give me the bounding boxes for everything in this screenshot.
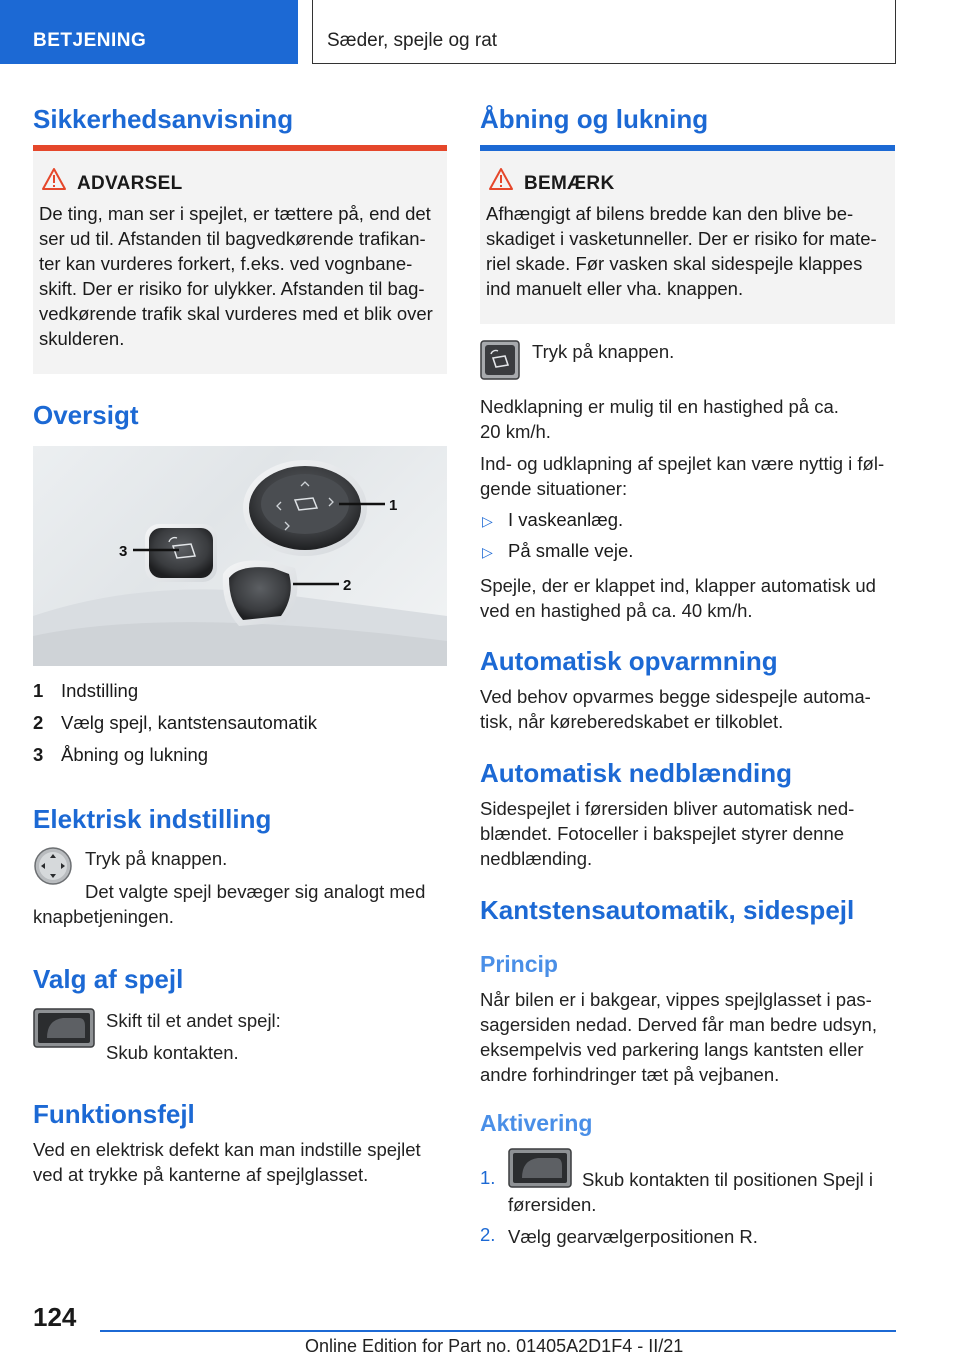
mirror-controls-illustration — [33, 446, 447, 666]
warning-line: skift. Der er risiko for ulykker. Afstanden til bag- — [39, 278, 425, 299]
heating-heading: Automatisk opvarmning — [480, 646, 778, 676]
note-line: skadiget i vasketunneller. Der er risiko for mate- — [486, 228, 877, 249]
fold-heading: Åbning og lukning — [480, 104, 709, 134]
step-1-text-b: førersiden. — [508, 1194, 597, 1215]
header-section-tab — [0, 0, 298, 64]
legend-text: Åbning og lukning — [61, 744, 209, 765]
dimming-text-1: Sidespejlet i førersiden bliver automatisk ned- — [480, 798, 855, 819]
step-number: 1. — [480, 1167, 496, 1188]
step-number: 2. — [480, 1224, 496, 1245]
warning-line: skulderen. — [39, 328, 125, 349]
principle-text-1: Når bilen er i bakgear, vippes spejlglasset i pas- — [480, 989, 872, 1010]
warning-triangle-icon — [41, 167, 67, 191]
principle-text-2: sagersiden nedad. Derved får man bedre udsyn, — [480, 1014, 877, 1035]
warning-bar — [33, 145, 447, 151]
warning-line: vedkørende trafik skal vurderes med et blik over — [39, 303, 433, 324]
select-instruction-1: Skift til et andet spejl: — [106, 1010, 281, 1031]
mirror-select-heading: Valg af spejl — [33, 964, 184, 994]
note-title: BEMÆRK — [524, 173, 615, 194]
note-bar — [480, 145, 895, 151]
footer-rule — [100, 1330, 896, 1332]
fold-text-2a: Ind- og udklapning af spejlet kan være nyttig i føl- — [480, 453, 885, 474]
malfunction-text-2: ved at trykke på kanterne af spejlglasset. — [33, 1164, 369, 1185]
note-line: Afhængigt af bilens bredde kan den blive be- — [486, 203, 854, 224]
mirror-fold-button-icon — [480, 340, 520, 380]
electric-instruction-1: Tryk på knappen. — [85, 848, 228, 869]
legend-text: Vælg spejl, kantstensautomatik — [61, 712, 318, 733]
dimming-text-3: nedblænding. — [480, 848, 593, 869]
legend-number: 3 — [33, 744, 44, 765]
activation-heading: Aktivering — [480, 1110, 593, 1136]
legend-number: 1 — [33, 680, 44, 701]
heating-text-2: tisk, når køreberedskabet er tilkoblet. — [480, 711, 784, 732]
fold-list-item: På smalle veje. — [508, 540, 634, 561]
note-line: riel skade. Før vasken skal sidespejle klappes — [486, 253, 863, 274]
page-number: 124 — [33, 1302, 77, 1332]
principle-text-3: eksempelvis ved parkering langs kantsten eller — [480, 1039, 864, 1060]
warning-line: ser ud til. Afstanden til bagvedkørende trafikan- — [39, 228, 426, 249]
electric-instruction-3: knapbetjeningen. — [33, 906, 174, 927]
overview-heading: Oversigt — [33, 400, 139, 430]
legend-text: Indstilling — [61, 680, 139, 701]
fold-text-3a: Spejle, der er klappet ind, klapper automatisk ud — [480, 575, 876, 596]
figure-callout-1: 1 — [389, 497, 398, 514]
select-instruction-2: Skub kontakten. — [106, 1042, 239, 1063]
warning-title: ADVARSEL — [77, 173, 183, 194]
mirror-controls-figure — [33, 446, 447, 666]
warning-text — [39, 201, 445, 351]
principle-text-4: andre forhindringer tæt på vejbanen. — [480, 1064, 780, 1085]
fold-list-item: I vaskeanlæg. — [508, 509, 624, 530]
step-1-text-a: Skub kontakten til positionen Spejl i — [582, 1169, 874, 1190]
warning-line: De ting, man ser i spejlet, er tættere på, end det — [39, 203, 431, 224]
fold-text-2b: gende situationer: — [480, 478, 628, 499]
curb-heading: Kantstensautomatik, sidespejl — [480, 895, 855, 925]
heating-text-1: Ved behov opvarmes begge sidespejle automa- — [480, 686, 871, 707]
fold-text-1a: Nedklapning er mulig til en hastighed på ca. — [480, 396, 839, 417]
mirror-select-switch-icon — [33, 1008, 95, 1048]
header-section-label: BETJENING — [33, 30, 147, 51]
fold-text-1b: 20 km/h. — [480, 421, 551, 442]
figure-callout-2: 2 — [343, 577, 352, 594]
safety-heading: Sikkerhedsanvisning — [33, 104, 294, 134]
caution-triangle-icon — [488, 167, 514, 191]
header-chapter-tab — [312, 0, 896, 64]
note-text — [486, 201, 892, 301]
legend-number: 2 — [33, 712, 44, 733]
figure-callout-3: 3 — [119, 543, 128, 560]
four-way-adjust-button-icon — [33, 846, 73, 886]
note-box — [480, 145, 895, 324]
mirror-select-switch-icon — [508, 1148, 572, 1188]
warning-box — [33, 145, 447, 374]
step-2-text: Vælg gearvælgerpositionen R. — [508, 1226, 758, 1247]
malfunction-heading: Funktionsfejl — [33, 1099, 195, 1129]
fold-text-3b: ved en hastighed på ca. 40 km/h. — [480, 600, 753, 621]
header-chapter-label: Sæder, spejle og rat — [327, 30, 498, 51]
warning-line: ter kan vurderes forkert, f.eks. ved vognbane- — [39, 253, 413, 274]
bullet-triangle-icon: ▷ — [482, 544, 493, 560]
principle-heading: Princip — [480, 951, 558, 977]
dimming-text-2: blændet. Fotoceller i bakspejlet styrer denne — [480, 823, 845, 844]
dimming-heading: Automatisk nedblænding — [480, 758, 792, 788]
malfunction-text-1: Ved en elektrisk defekt kan man indstille spejlet — [33, 1139, 421, 1160]
electric-adjustment-heading: Elektrisk indstilling — [33, 804, 272, 834]
footer-edition: Online Edition for Part no. 01405A2D1F4 - II/21 — [305, 1336, 684, 1356]
bullet-triangle-icon: ▷ — [482, 513, 493, 529]
fold-press-button: Tryk på knappen. — [532, 341, 675, 362]
note-line: ind manuelt eller vha. knappen. — [486, 278, 744, 299]
electric-instruction-2: Det valgte spejl bevæger sig analogt med — [85, 881, 426, 902]
